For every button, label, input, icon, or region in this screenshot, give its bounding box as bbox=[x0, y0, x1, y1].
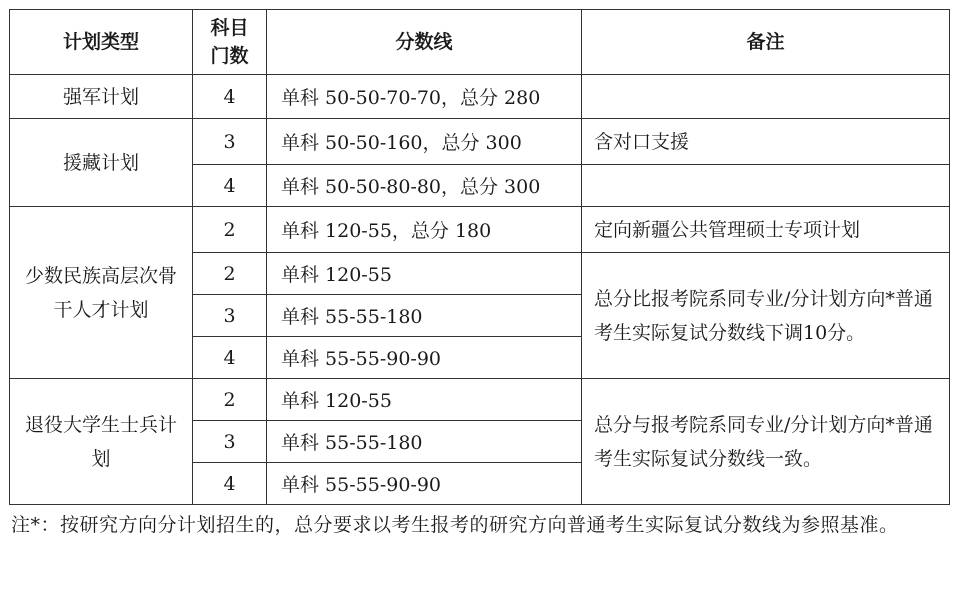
subject-count: 2 bbox=[193, 253, 267, 295]
header-note: 备注 bbox=[582, 10, 950, 75]
header-count: 科目门数 bbox=[193, 10, 267, 75]
score-line: 单科 50-50-70-70，总分 280 bbox=[267, 75, 582, 119]
subject-count: 3 bbox=[193, 295, 267, 337]
score-line: 单科 50-50-80-80，总分 300 bbox=[267, 165, 582, 207]
subject-count: 2 bbox=[193, 379, 267, 421]
score-line: 单科 120-55，总分 180 bbox=[267, 207, 582, 253]
score-line-table bbox=[9, 9, 950, 505]
table-row bbox=[10, 119, 950, 165]
table-row bbox=[10, 75, 950, 119]
subject-count: 3 bbox=[193, 119, 267, 165]
plan-type: 少数民族高层次骨干人才计划 bbox=[10, 207, 193, 379]
header-score: 分数线 bbox=[267, 10, 582, 75]
score-line: 单科 50-50-160，总分 300 bbox=[267, 119, 582, 165]
score-line: 单科 55-55-90-90 bbox=[267, 337, 582, 379]
plan-type: 援藏计划 bbox=[10, 119, 193, 207]
score-line: 单科 120-55 bbox=[267, 253, 582, 295]
table-row bbox=[10, 379, 950, 421]
note bbox=[582, 75, 950, 119]
header-row bbox=[10, 10, 950, 75]
score-line: 单科 55-55-180 bbox=[267, 421, 582, 463]
note bbox=[582, 165, 950, 207]
subject-count: 4 bbox=[193, 75, 267, 119]
note: 总分比报考院系同专业/分计划方向*普通考生实际复试分数线下调10分。 bbox=[582, 253, 950, 379]
plan-type: 强军计划 bbox=[10, 75, 193, 119]
subject-count: 4 bbox=[193, 165, 267, 207]
subject-count: 2 bbox=[193, 207, 267, 253]
note: 含对口支援 bbox=[582, 119, 950, 165]
note: 总分与报考院系同专业/分计划方向*普通考生实际复试分数线一致。 bbox=[582, 379, 950, 505]
header-type: 计划类型 bbox=[10, 10, 193, 75]
score-line: 单科 120-55 bbox=[267, 379, 582, 421]
subject-count: 4 bbox=[193, 463, 267, 505]
subject-count: 3 bbox=[193, 421, 267, 463]
subject-count: 4 bbox=[193, 337, 267, 379]
plan-type: 退役大学生士兵计划 bbox=[10, 379, 193, 505]
score-line: 单科 55-55-90-90 bbox=[267, 463, 582, 505]
table-row bbox=[10, 207, 950, 253]
score-line: 单科 55-55-180 bbox=[267, 295, 582, 337]
footnote: 注*：按研究方向分计划招生的，总分要求以考生报考的研究方向普通考生实际复试分数线为参照基准。 bbox=[11, 514, 899, 536]
note: 定向新疆公共管理硕士专项计划 bbox=[582, 207, 950, 253]
